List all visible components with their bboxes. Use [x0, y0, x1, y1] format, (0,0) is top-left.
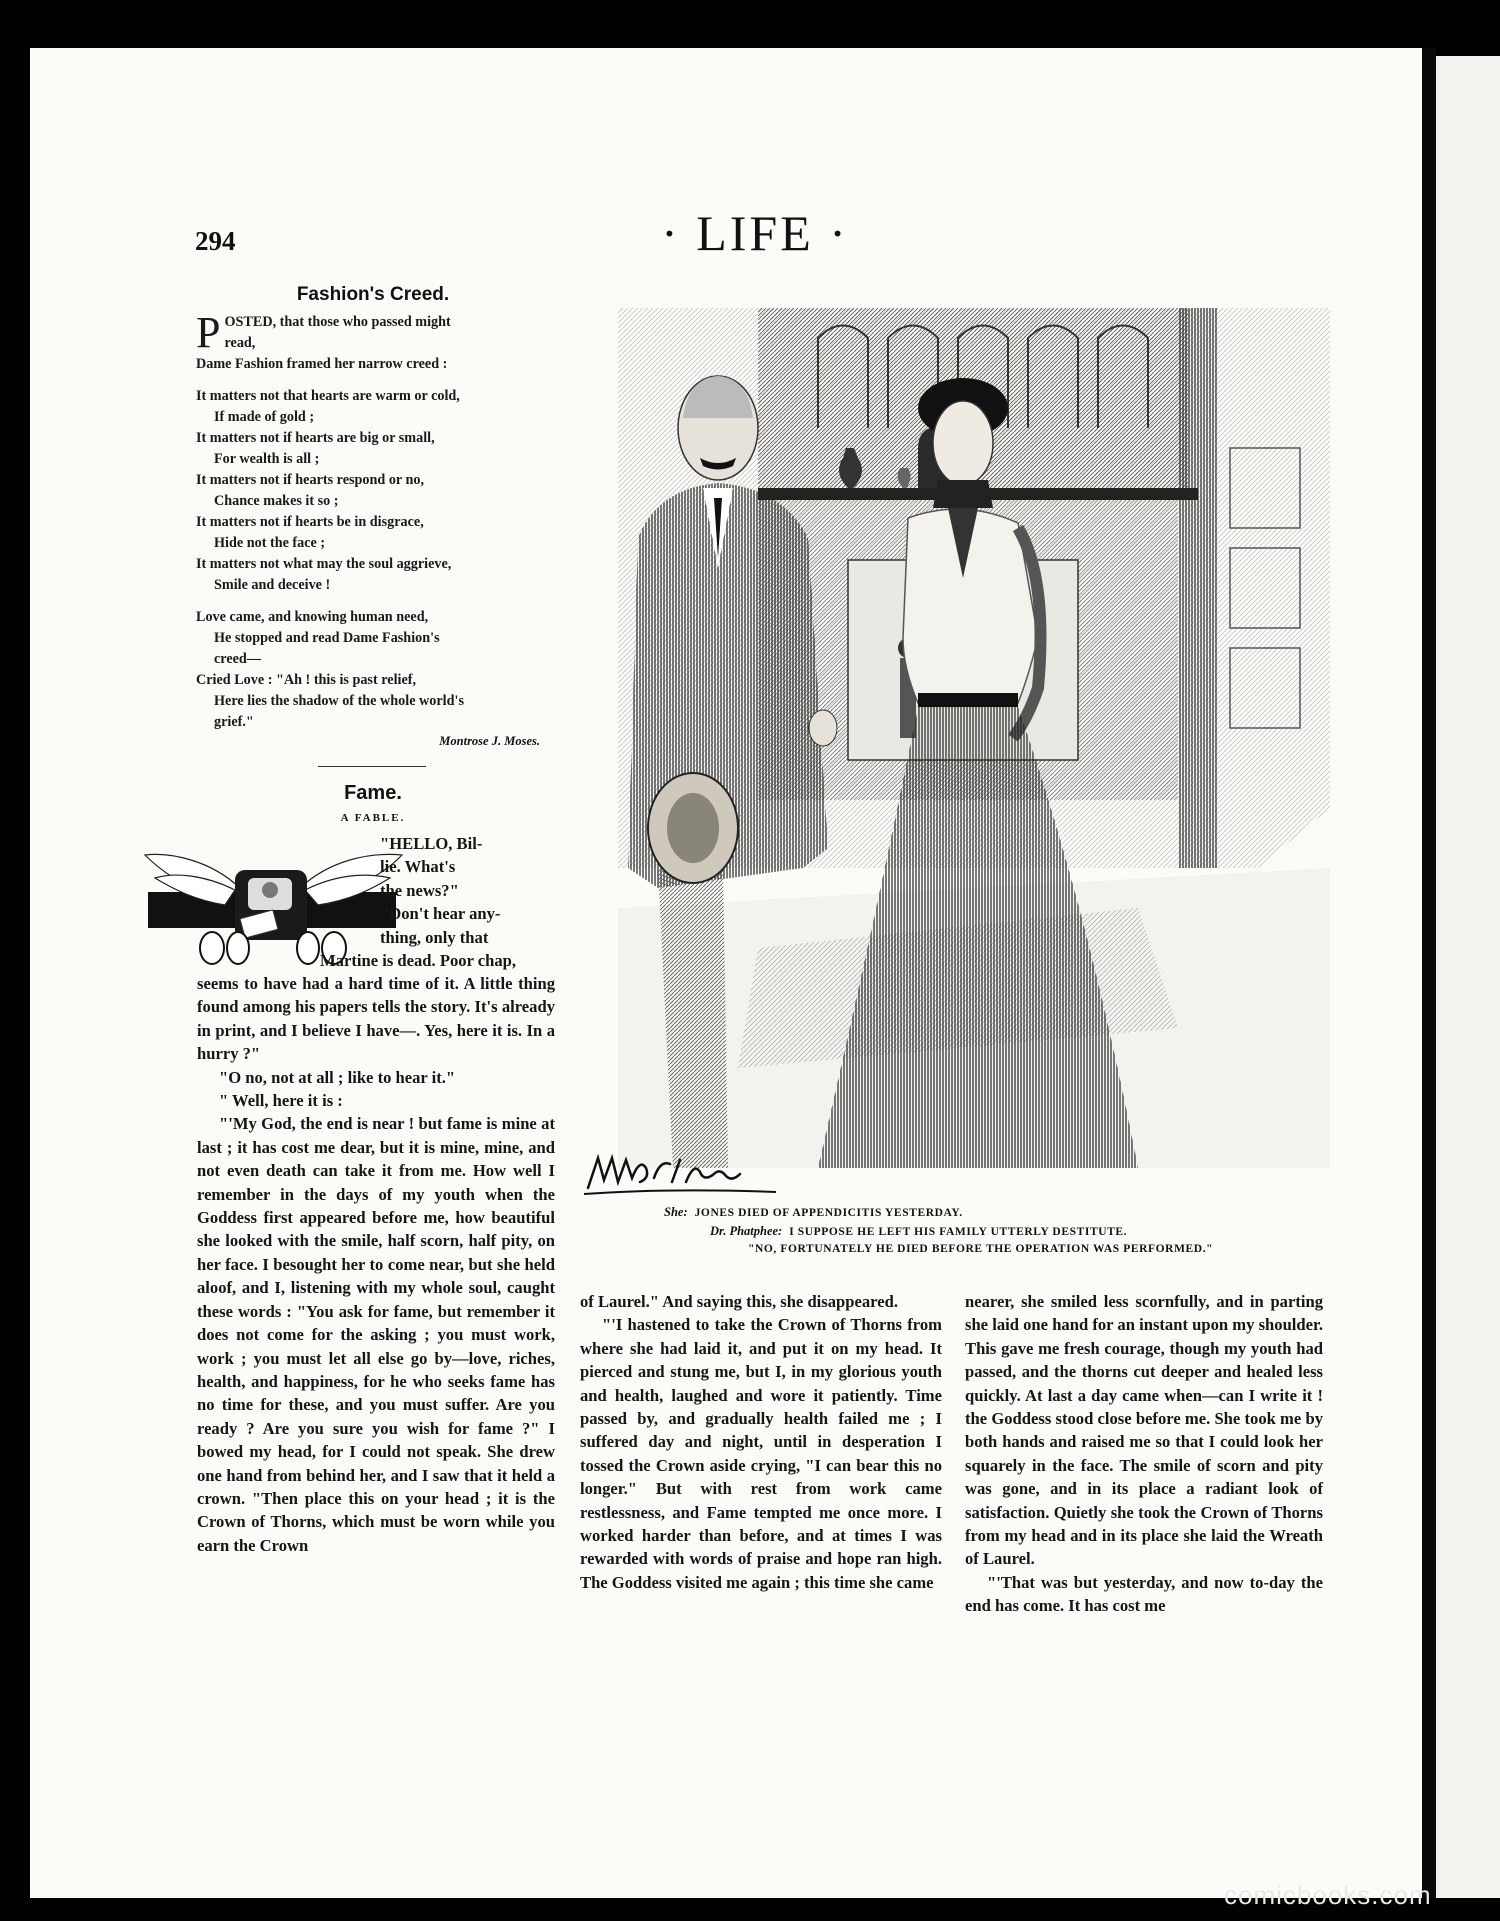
stanza-gap	[196, 375, 556, 386]
poem-author: Montrose J. Moses.	[439, 734, 540, 748]
stanza-gap	[196, 596, 556, 607]
story-paragraph: " Well, here it is :	[219, 1091, 343, 1111]
story-opening-line: the news?"	[380, 880, 459, 900]
caption-text-3: "NO, FORTUNATELY HE DIED BEFORE THE OPERATION WAS PERFORMED."	[748, 1243, 1214, 1255]
caption-line-1	[664, 1205, 963, 1220]
story-opening	[320, 832, 555, 972]
story-column-1	[197, 972, 555, 1557]
story-subtitle: A FABLE.	[340, 812, 406, 824]
site-watermark: comicbooks.com	[1224, 1880, 1432, 1910]
story-column-3	[965, 1290, 1323, 1618]
poem-line: It matters not that hearts are warm or cold,	[196, 388, 460, 404]
story-column-2	[580, 1290, 942, 1594]
poem-line: read,	[224, 335, 256, 351]
poem-line: Smile and deceive !	[214, 577, 331, 593]
poem-line: He stopped and read Dame Fashion's	[214, 630, 440, 646]
story-opening-line: "Don't hear any-	[380, 904, 501, 924]
story-paragraph: of Laurel." And saying this, she disappeared.	[580, 1292, 898, 1311]
section-divider	[318, 766, 426, 767]
poem-body	[196, 308, 556, 733]
story-paragraph: "'I hastened to take the Crown of Thorns from where she had laid it, and put it on my head. It pierced and stung me, but I, in my glorious youth and health, laughed and wore it patiently. Time passed by, and gradually health failed me ; I suffered day and night, until in desperation I tossed the Crown aside crying, "I can bear this no longer." But with rest from work came restlessness, and Fame tempted me once more. I worked harder than before, and at times I was rewarded with words of praise and hope ran high. The Goddess visited me again ; this time she came	[580, 1315, 942, 1592]
story-paragraph: seems to have had a hard time of it. A little thing found among his papers tells the story. It's already in print, and I believe I have—. Yes, here it is. In a hurry ?"	[197, 974, 555, 1064]
story-paragraph: nearer, she smiled less scornfully, and in parting she laid one hand for an instant upon my shoulder. This gave me fresh courage, though my youth had passed, and the thorns cut deeper and healed less quickly. At last a day came when—can I write it ! the Goddess stood close before me. She took me by both hands and raised me so that I could look her squarely in the face. The smile of scorn and pity was gone, and in its place a radiant look of satisfaction. Quietly she took the Crown of Thorns from my head and in its place she laid the Wreath of Laurel.	[965, 1292, 1323, 1569]
poem-line: It matters not if hearts are big or small,	[196, 430, 435, 446]
page-gutter	[1422, 48, 1436, 1898]
story-paragraph: "'That was but yesterday, and now to-day the end has come. It has cost me	[965, 1572, 1323, 1616]
caption-text-2: I SUPPOSE HE LEFT HIS FAMILY UTTERLY DESTITUTE.	[789, 1226, 1128, 1238]
poem-line: Love came, and knowing human need,	[196, 609, 429, 625]
poem-line: Cried Love : "Ah ! this is past relief,	[196, 672, 417, 688]
cartoon-illustration	[618, 308, 1330, 1168]
poem-line: grief."	[214, 714, 254, 730]
poem-line: For wealth is all ;	[214, 451, 320, 467]
poem-line: Hide not the face ;	[214, 535, 326, 551]
poem-line: It matters not if hearts be in disgrace,	[196, 514, 424, 530]
story-opening-line: lie. What's	[380, 857, 456, 877]
caption-speaker-doctor: Dr. Phatphee:	[710, 1224, 783, 1238]
poem-lines	[196, 308, 556, 733]
artist-signature	[580, 1148, 780, 1198]
caption-line-2	[710, 1224, 1127, 1239]
page-number: 294	[195, 226, 236, 256]
caption-text-1: JONES DIED OF APPENDICITIS YESTERDAY.	[694, 1207, 963, 1219]
story-title: Fame.	[344, 782, 402, 804]
story-opening-line: Martine is dead. Poor chap,	[320, 951, 517, 971]
caption-line-3	[748, 1243, 1213, 1255]
story-opening-lines	[320, 832, 555, 972]
masthead: · LIFE ·	[661, 205, 849, 261]
story-paragraph: "O no, not at all ; like to hear it."	[219, 1067, 456, 1087]
poem-line: OSTED, that those who passed might	[224, 314, 451, 330]
poem-line: Chance makes it so ;	[214, 493, 339, 509]
poem-line: creed—	[214, 651, 262, 667]
poem-line: It matters not what may the soul aggrieve,	[196, 556, 452, 572]
story-paragraph: "'My God, the end is near ! but fame is mine at last ; it has cost me dear, but it is mine, mine, and not even death can take it from me. How well I remember in the days of my youth when the Goddess first appeared before me, how beautiful she looked with the smile, half scorn, half pity, on her face. I besought her to come near, but she held aloof, and I, listening with my whole soul, caught these words : "You ask for fame, but remember it does not come for the asking ; you must work, work ; you must let all else go by—love, riches, health, and happiness, for he who seeks fame has no time for these, and you must suffer. Are you ready ? Are you sure you wish for fame ?" I bowed my head, for I could not speak. She drew one hand from behind her, and I saw that it held a crown. "Then place this on your head ; it is the Crown of Thorns, which must be worn while you earn the Crown	[197, 1114, 555, 1555]
facing-page-edge	[1436, 56, 1500, 1898]
poem-line: Here lies the shadow of the whole world's	[214, 693, 464, 709]
poem-line: If made of gold ;	[214, 409, 315, 425]
story-opening-line: "HELLO, Bil-	[380, 834, 483, 853]
poem-line: It matters not if hearts respond or no,	[196, 472, 425, 488]
poem-title: Fashion's Creed.	[296, 284, 450, 305]
caption-speaker-she: She:	[664, 1205, 688, 1219]
drop-cap: P	[196, 308, 221, 357]
story-opening-line: thing, only that	[380, 927, 489, 947]
poem-line: Dame Fashion framed her narrow creed :	[196, 356, 448, 372]
